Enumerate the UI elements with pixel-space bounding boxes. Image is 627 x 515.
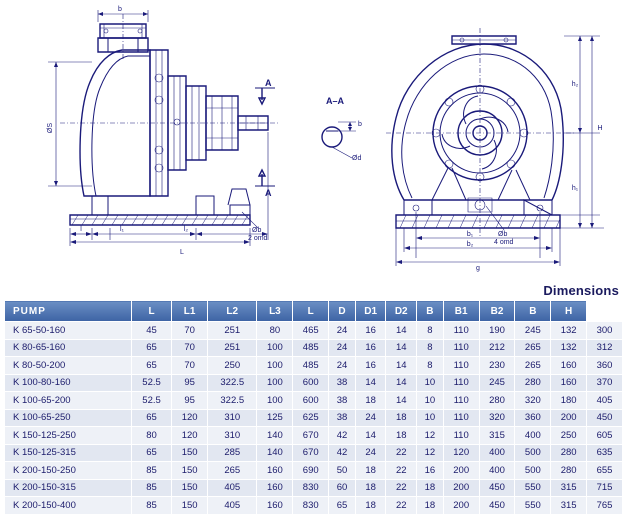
label-l2: l₂ [183,226,189,233]
cell-value: 405 [587,392,623,410]
cell-value: 251 [208,339,257,357]
cell-value: 80 [257,322,293,340]
label-b-section: b [358,121,362,128]
cell-value: 18 [417,497,444,515]
table-header-row [5,301,623,322]
cell-value: 670 [293,444,329,462]
cell-value: 45 [131,322,171,340]
label-4omd: 4 omd [494,239,514,246]
cell-value: 635 [587,444,623,462]
cell-value: 70 [172,339,208,357]
column-header-l2: L2 [208,301,257,322]
table-row [5,427,623,445]
label-ob-4omd: Øb [498,231,508,238]
cell-value: 830 [293,497,329,515]
cell-value: 150 [172,497,208,515]
cell-value: 65 [131,357,171,375]
table-row [5,444,623,462]
cell-value: 320 [479,409,515,427]
cell-value: 18 [355,462,386,480]
column-header-btotal: B [515,301,551,322]
cell-pump-model: K 100-80-160 [5,374,132,392]
cell-value: 322.5 [208,392,257,410]
cell-value: 70 [172,357,208,375]
cell-value: 285 [208,444,257,462]
cell-value: 16 [355,357,386,375]
cell-value: 14 [386,357,417,375]
cell-value: 22 [386,497,417,515]
cell-value: 160 [257,497,293,515]
cell-value: 16 [417,462,444,480]
cell-value: 370 [587,374,623,392]
cell-value: 18 [386,427,417,445]
cell-value: 550 [515,479,551,497]
cell-value: 160 [551,374,587,392]
section-aa-title: A–A [326,96,345,106]
cell-value: 14 [386,322,417,340]
cell-value: 10 [417,409,444,427]
cell-value: 160 [551,357,587,375]
cell-value: 14 [386,392,417,410]
cell-value: 200 [443,479,479,497]
table-row [5,479,623,497]
cell-value: 65 [131,339,171,357]
cell-value: 52.5 [131,374,171,392]
cell-value: 22 [386,462,417,480]
cell-pump-model: K 200-150-400 [5,497,132,515]
cell-value: 50 [329,462,356,480]
cell-value: 160 [257,479,293,497]
cell-value: 38 [329,374,356,392]
cell-value: 251 [208,322,257,340]
label-b2: b₂ [466,241,474,248]
cell-value: 160 [257,462,293,480]
cell-value: 315 [551,479,587,497]
cell-value: 14 [386,374,417,392]
table-row [5,462,623,480]
cell-value: 52.5 [131,392,171,410]
cell-value: 42 [329,444,356,462]
section-arrow-bottom-label: A [265,188,272,198]
column-header-ltotal: L [293,301,329,322]
cell-pump-model: K 200-150-315 [5,479,132,497]
cell-value: 95 [172,374,208,392]
cell-value: 400 [479,444,515,462]
cell-value: 485 [293,339,329,357]
cell-value: 405 [208,479,257,497]
column-header-d2: D2 [386,301,417,322]
label-b-top: b [118,6,122,13]
cell-value: 312 [587,339,623,357]
cell-value: 280 [515,374,551,392]
cell-value: 16 [355,322,386,340]
cell-value: 400 [479,462,515,480]
cell-value: 8 [417,322,444,340]
cell-value: 600 [293,392,329,410]
cell-value: 690 [293,462,329,480]
cell-value: 190 [479,322,515,340]
cell-value: 18 [355,479,386,497]
cell-value: 120 [172,427,208,445]
cell-value: 8 [417,339,444,357]
label-h2: h₂ [571,81,579,88]
cell-value: 14 [355,427,386,445]
label-l1: l₁ [120,226,124,233]
column-header-b2: B2 [479,301,515,322]
table-body [5,322,623,515]
cell-pump-model: K 65-50-160 [5,322,132,340]
column-header-b1: B1 [443,301,479,322]
cell-value: 8 [417,357,444,375]
cell-value: 310 [208,409,257,427]
cell-value: 765 [587,497,623,515]
cell-value: 65 [131,444,171,462]
cell-value: 18 [355,392,386,410]
cell-value: 38 [329,392,356,410]
label-2omd: 2 omd [248,235,268,242]
cell-value: 85 [131,497,171,515]
cell-value: 265 [208,462,257,480]
cell-value: 10 [417,392,444,410]
cell-value: 22 [386,479,417,497]
label-h1: h₁ [571,185,579,192]
cell-value: 125 [257,409,293,427]
cell-value: 100 [257,392,293,410]
cell-value: 265 [515,357,551,375]
table-row [5,409,623,427]
cell-value: 605 [587,427,623,445]
cell-value: 10 [417,374,444,392]
label-oS: ØS [47,122,54,134]
cell-value: 24 [329,322,356,340]
cell-value: 245 [479,374,515,392]
cell-value: 60 [329,479,356,497]
cell-value: 132 [551,339,587,357]
label-ob-2omd: Øb [252,227,262,234]
cell-value: 670 [293,427,329,445]
cell-value: 212 [479,339,515,357]
cell-value: 110 [443,409,479,427]
cell-value: 280 [551,462,587,480]
cell-value: 70 [172,322,208,340]
side-view [47,6,278,256]
cell-value: 12 [417,427,444,445]
cell-value: 250 [551,427,587,445]
table-row [5,392,623,410]
column-header-l1: L1 [172,301,208,322]
label-H: H [597,125,603,132]
cell-value: 315 [479,427,515,445]
cell-pump-model: K 150-125-315 [5,444,132,462]
label-L: L [180,249,184,256]
cell-value: 150 [172,462,208,480]
cell-value: 465 [293,322,329,340]
column-header-d1: D1 [355,301,386,322]
cell-value: 550 [515,497,551,515]
front-view [386,28,604,272]
cell-value: 200 [551,409,587,427]
cell-value: 24 [329,357,356,375]
label-b1: b₁ [466,231,474,238]
column-header-l3: L3 [257,301,293,322]
cell-value: 600 [293,374,329,392]
cell-pump-model: K 100-65-200 [5,392,132,410]
cell-value: 655 [587,462,623,480]
cell-value: 265 [515,339,551,357]
cell-pump-model: K 150-125-250 [5,427,132,445]
cell-value: 100 [257,357,293,375]
cell-value: 230 [479,357,515,375]
cell-value: 18 [355,497,386,515]
cell-value: 12 [417,444,444,462]
cell-value: 16 [355,339,386,357]
label-g: g [476,265,480,272]
cell-pump-model: K 100-65-250 [5,409,132,427]
table-row [5,339,623,357]
section-arrow-top-label: A [265,78,272,88]
cell-value: 450 [587,409,623,427]
column-header-b: B [417,301,444,322]
cell-value: 24 [329,339,356,357]
column-header-d: D [329,301,356,322]
cell-value: 132 [551,322,587,340]
cell-pump-model: K 80-65-160 [5,339,132,357]
cell-value: 24 [355,444,386,462]
section-aa-detail [322,96,362,162]
column-header-h: H [551,301,587,322]
cell-value: 14 [355,374,386,392]
cell-value: 110 [443,392,479,410]
cell-value: 200 [443,462,479,480]
cell-value: 110 [443,339,479,357]
cell-value: 180 [551,392,587,410]
cell-value: 42 [329,427,356,445]
dimensions-table [4,300,623,515]
label-l: l [80,226,82,233]
cell-value: 485 [293,357,329,375]
cell-value: 400 [515,427,551,445]
cell-value: 315 [551,497,587,515]
cell-value: 65 [131,409,171,427]
column-header-l: L [131,301,171,322]
cell-value: 320 [515,392,551,410]
cell-value: 14 [386,339,417,357]
cell-pump-model: K 80-50-200 [5,357,132,375]
cell-value: 322.5 [208,374,257,392]
cell-value: 830 [293,479,329,497]
cell-value: 500 [515,444,551,462]
cell-value: 500 [515,462,551,480]
cell-value: 150 [172,479,208,497]
cell-value: 120 [443,444,479,462]
table-row [5,374,623,392]
cell-value: 405 [208,497,257,515]
cell-value: 110 [443,427,479,445]
cell-value: 200 [443,497,479,515]
cell-value: 110 [443,322,479,340]
cell-value: 450 [479,497,515,515]
cell-value: 360 [587,357,623,375]
cell-value: 250 [208,357,257,375]
cell-value: 120 [172,409,208,427]
table-row [5,497,623,515]
cell-value: 280 [551,444,587,462]
cell-value: 18 [417,479,444,497]
cell-value: 245 [515,322,551,340]
cell-value: 65 [329,497,356,515]
cell-value: 360 [515,409,551,427]
label-od-section: Ød [352,155,362,162]
cell-value: 450 [479,479,515,497]
cell-value: 150 [172,444,208,462]
cell-value: 22 [386,444,417,462]
cell-value: 280 [479,392,515,410]
cell-value: 95 [172,392,208,410]
cell-value: 100 [257,374,293,392]
cell-value: 300 [587,322,623,340]
cell-value: 85 [131,462,171,480]
cell-value: 715 [587,479,623,497]
dimensions-title: Dimensions [543,283,619,298]
cell-value: 38 [329,409,356,427]
column-header-pump: PUMP [5,301,132,322]
cell-value: 100 [257,339,293,357]
cell-value: 85 [131,479,171,497]
cell-value: 80 [131,427,171,445]
cell-value: 18 [386,409,417,427]
cell-value: 110 [443,357,479,375]
cell-value: 310 [208,427,257,445]
cell-value: 140 [257,427,293,445]
cell-value: 24 [355,409,386,427]
cell-value: 140 [257,444,293,462]
cell-pump-model: K 200-150-250 [5,462,132,480]
cell-value: 110 [443,374,479,392]
table-row [5,322,623,340]
cell-value: 625 [293,409,329,427]
table-row [5,357,623,375]
